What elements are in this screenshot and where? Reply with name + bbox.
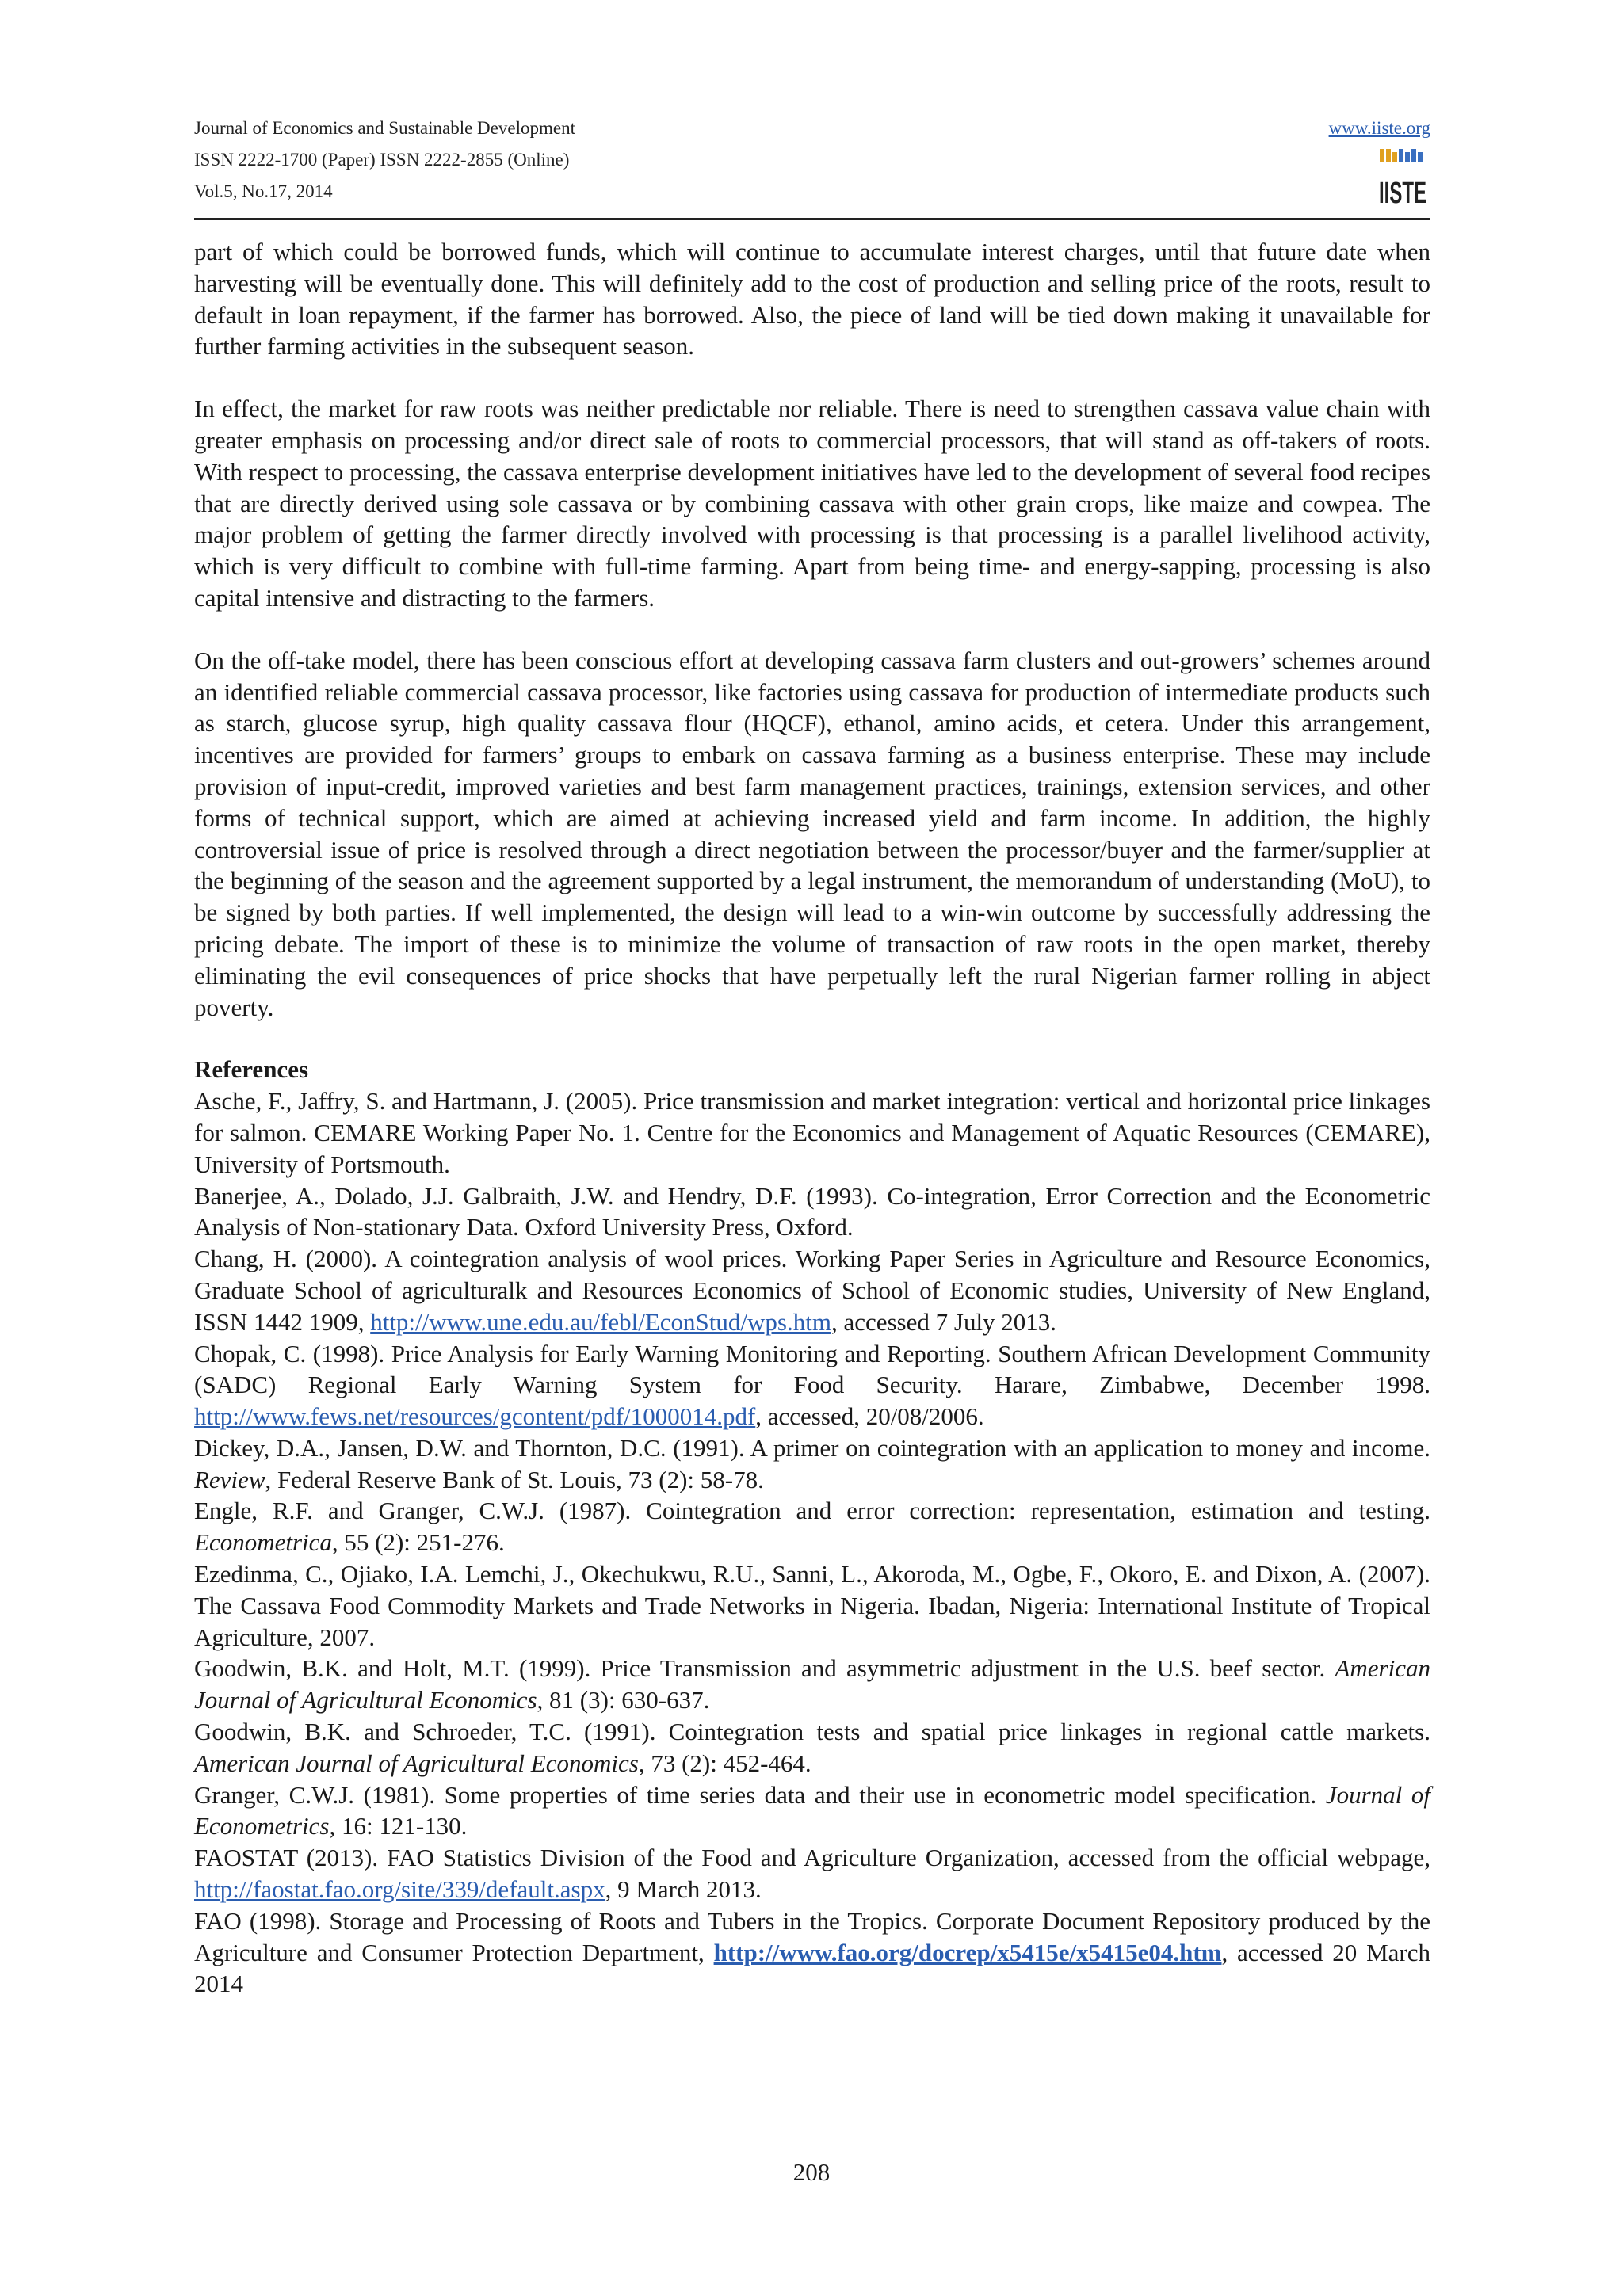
iiste-logo — [1377, 147, 1429, 209]
reference-link[interactable]: http://www.une.edu.au/febl/EconStud/wps.htm — [370, 1307, 831, 1336]
reference-item: FAOSTAT (2013). FAO Statistics Division of the Food and Agriculture Organization, accessed from the official webpage, http://faostat.fao.org/site/339/default.aspx, 9 March 2013. — [194, 1844, 1430, 1904]
reference-item: Banerjee, A., Dolado, J.J. Galbraith, J.W. and Hendry, D.F. (1993). Co-integration, Error Correction and the Econometric Analysis of Non-stationary Data. Oxford University Press, Oxford. — [194, 1181, 1430, 1241]
logo-text: IISTE — [1379, 177, 1426, 210]
reference-item: Granger, C.W.J. (1981). Some properties of time series data and their use in econometric model specification. Journal of Econometrics, 16: 121-130. — [194, 1780, 1430, 1840]
reference-item: Asche, F., Jaffry, S. and Hartmann, J. (2005). Price transmission and market integration: vertical and horizontal price linkages for salmon. CEMARE Working Paper No. 1. Centre for the Economics and Management of Aquatic Resources (CEMARE), University of Portsmouth. — [194, 1087, 1430, 1178]
page-header — [194, 113, 1430, 214]
reference-link[interactable]: http://www.fao.org/docrep/x5415e/x5415e04.htm — [713, 1938, 1222, 1966]
reference-item: Chang, H. (2000). A cointegration analysis of wool prices. Working Paper Series in Agriculture and Resource Economics, Graduate School of agriculturalk and Resources Economics of School of Economic studies, University of New England, ISSN 1442 1909, http://www.une.edu.au/febl/EconStud/wps.htm, accessed 7 July 2013. — [194, 1245, 1430, 1336]
website-link[interactable]: www.iiste.org — [1328, 118, 1430, 138]
issn-line: ISSN 2222-1700 (Paper) ISSN 2222-2855 (Online) — [194, 150, 570, 170]
reference-item: FAO (1998). Storage and Processing of Roots and Tubers in the Tropics. Corporate Document Repository produced by the Agriculture and Consumer Protection Department, http://www.fao.org/docrep/x5415e/x5415e04.htm, accessed 20 March 2014 — [194, 1906, 1430, 1998]
reference-item: Ezedinma, C., Ojiako, I.A. Lemchi, J., Okechukwu, R.U., Sanni, L., Akoroda, M., Ogbe, F., Okoro, E. and Dixon, A. (2007). The Cassava Food Commodity Markets and Trade Networks in Nigeria. Ibadan, Nigeria: International Institute of Tropical Agriculture, 2007. — [194, 1560, 1430, 1651]
paragraph: In effect, the market for raw roots was neither predictable nor reliable. There is need to strengthen cassava value chain with greater emphasis on processing and/or direct sale of roots to commercial processors, that will stand as off-takers of roots. With respect to processing, the cassava enterprise development initiatives have led to the development of several food recipes that are directly derived using sole cassava or by combining cassava with other grain crops, like maize and cowpea. The major problem of getting the farmer directly involved with processing is that processing is a parallel livelihood activity, which is very difficult to combine with full-time farming. Apart from being time- and energy-sapping, processing is also capital intensive and distracting to the farmers. — [194, 395, 1430, 612]
page-number: 208 — [792, 2158, 831, 2186]
journal-title: Journal of Economics and Sustainable Development — [194, 118, 575, 138]
paragraph: part of which could be borrowed funds, which will continue to accumulate interest charges, until that future date when harvesting will be eventually done. This will definitely add to the cost of production and selling price of the roots, result to default in loan repayment, if the farmer has borrowed. Also, the piece of land will be tied down making it unavailable for further farming activities in the subsequent season. — [194, 238, 1430, 360]
volume-line: Vol.5, No.17, 2014 — [194, 181, 333, 201]
references-heading: References — [194, 1055, 309, 1084]
reference-item: Chopak, C. (1998). Price Analysis for Early Warning Monitoring and Reporting. Southern African Development Community (SADC) Regional Early Warning System for Food Security. Harare, Zimbabwe, December 1998. http://www.fews.net/resources/gcontent/pdf/1000014.pdf, accessed, 20/08/2006. — [194, 1339, 1430, 1431]
header-rule — [194, 218, 1430, 220]
reference-item: Goodwin, B.K. and Holt, M.T. (1999). Price Transmission and asymmetric adjustment in the U.S. beef sector. American Journal of Agricultural Economics, 81 (3): 630-637. — [194, 1654, 1430, 1714]
body-content — [194, 236, 1430, 2000]
paragraph: On the off-take model, there has been conscious effort at developing cassava farm clusters and out-growers’ schemes around an identified reliable commercial cassava processor, like factories using cassava for production of intermediate products such as starch, glucose syrup, high quality cassava flour (HQCF), ethanol, amino acids, et cetera. Under this arrangement, incentives are provided for farmers’ groups to embark on cassava farming as a business enterprise. These may include provision of input-credit, improved varieties and best farm management practices, trainings, extension services, and other forms of technical support, which are aimed at achieving increased yield and farm income. In addition, the highly controversial issue of price is resolved through a direct negotiation between the processor/buyer and the farmer/supplier at the beginning of the season and the agreement supported by a legal instrument, the memorandum of understanding (MoU), to be signed by both parties. If well implemented, the design will lead to a win-win outcome by successfully addressing the pricing debate. The import of these is to minimize the volume of transaction of raw roots in the open market, thereby eliminating the evil consequences of price shocks that have perpetually left the rural Nigerian farmer rolling in abject poverty. — [194, 646, 1430, 1021]
reference-link[interactable]: http://faostat.fao.org/site/339/default.aspx — [194, 1875, 605, 1904]
reference-link[interactable]: http://www.fews.net/resources/gcontent/pdf/1000014.pdf — [194, 1402, 756, 1431]
reference-item: Engle, R.F. and Granger, C.W.J. (1987). Cointegration and error correction: representation, estimation and testing. Econometrica, 55 (2): 251-276. — [194, 1497, 1430, 1557]
reference-item: Dickey, D.A., Jansen, D.W. and Thornton, D.C. (1991). A primer on cointegration with an application to money and income. Review, Federal Reserve Bank of St. Louis, 73 (2): 58-78. — [194, 1433, 1430, 1493]
reference-item: Goodwin, B.K. and Schroeder, T.C. (1991). Cointegration tests and spatial price linkages in regional cattle markets. American Journal of Agricultural Economics, 73 (2): 452-464. — [194, 1718, 1430, 1777]
